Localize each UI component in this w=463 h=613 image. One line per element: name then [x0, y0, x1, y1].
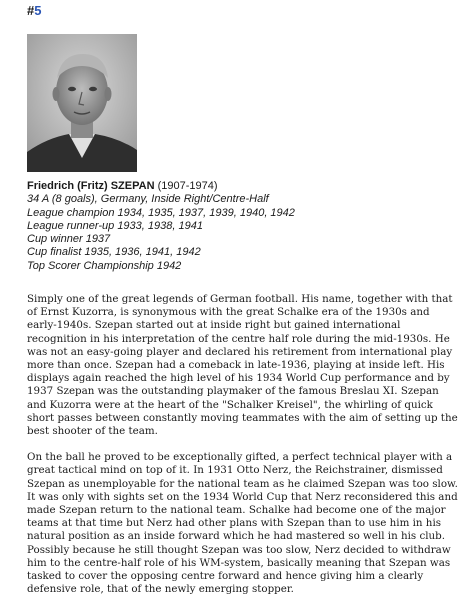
- biography: [27, 293, 459, 609]
- bio-paragraph: Simply one of the great legends of German football. His name, together with that of Ernst Kuzorra, is synonymous with the great Schalke era of the 1930s and early-1940s. Szepan started out at inside right but gained international recognition in his interpretation of the centre half role during the mid-1930s. He was not an easy-going player and declared his retirement from international play more than once. Szepan had a comeback in late-1936, playing at inside left. His displays again reached the high level of his 1934 World Cup performance and by 1937 Szepan was the outstanding playmaker of the famous Breslau XI. Szepan and Kuzorra were at the heart of the "Schalker Kreisel", the whirling of quick short passes between constantly moving teammates with the aim of setting up the best shooter of the team.: [27, 293, 458, 438]
- rank-number: [27, 3, 41, 19]
- bio-paragraph: On the ball he proved to be exceptionally gifted, a perfect technical player with a great tactical mind on top of it. In 1931 Otto Nerz, the Reichstrainer, dismissed Szepan as unemployable for the national team as he claimed Szepan was too slow. It was only with sights set on the 1934 World Cup that Nerz reconsidered this and made Szepan return to the national team. Schalke had become one of the major teams at that time but Nerz had other plans with Szepan than to use him in his natural position as an inside forward which he had mastered so well in his club. Possibly because he still thought Szepan was too slow, Nerz decided to withdraw him to the centre-half role of his WM-system, basically meaning that Szepan was tasked to cover the opposing centre forward and hence giving him a clearly defensive role, that of the newly emerging stopper.: [27, 451, 458, 596]
- rank-hash: #: [27, 3, 35, 18]
- cup-finalist-line: Cup finalist 1935, 1936, 1941, 1942: [27, 246, 201, 259]
- player-portrait-photo: [27, 34, 137, 172]
- top-scorer-line: Top Scorer Championship 1942: [27, 259, 182, 272]
- league-runner-up-line: League runner-up 1933, 1938, 1941: [27, 219, 203, 232]
- caps-position-line: 34 A (8 goals), Germany, Inside Right/Centre-Half: [27, 193, 269, 206]
- rank-value: 5: [34, 3, 42, 18]
- player-info: [27, 180, 457, 273]
- league-champion-line: League champion 1934, 1935, 1937, 1939, 1940, 1942: [27, 206, 295, 219]
- cup-winner-line: Cup winner 1937: [27, 233, 111, 246]
- player-years: (1907-1974): [154, 180, 218, 192]
- player-name: Friedrich (Fritz) SZEPAN: [27, 180, 155, 192]
- player-heading: [27, 180, 457, 193]
